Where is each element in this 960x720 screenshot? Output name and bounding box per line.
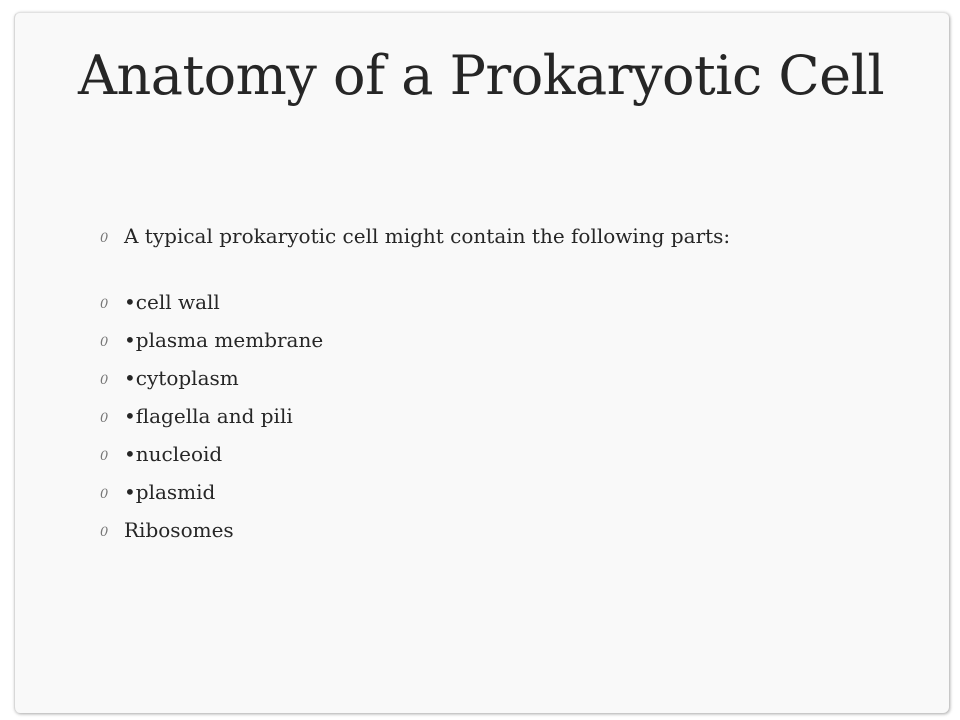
bullet-item: [100, 326, 820, 355]
bullet-text: •plasma membrane: [124, 328, 324, 352]
bullet-item: [100, 222, 820, 251]
bullet-marker: 0: [100, 297, 109, 312]
bullet-list: [100, 222, 820, 554]
bullet-marker: 0: [100, 231, 109, 246]
bullet-marker: 0: [100, 373, 109, 388]
bullet-marker: 0: [100, 411, 109, 426]
bullet-text: •nucleoid: [124, 442, 223, 466]
bullet-item: [100, 288, 820, 317]
bullet-item: [100, 402, 820, 431]
bullet-text: •cytoplasm: [124, 366, 239, 390]
bullet-item: [100, 478, 820, 507]
bullet-text: •plasmid: [124, 480, 216, 504]
bullet-item: [100, 516, 820, 545]
bullet-marker: 0: [100, 449, 109, 464]
bullet-item: [100, 364, 820, 393]
bullet-marker: 0: [100, 335, 109, 350]
bullet-marker: 0: [100, 487, 109, 502]
bullet-item: [100, 440, 820, 469]
slide-title: Anatomy of a Prokaryotic Cell: [78, 44, 885, 107]
bullet-text: Ribosomes: [124, 518, 234, 542]
bullet-text: •cell wall: [124, 290, 220, 314]
bullet-text: •flagella and pili: [124, 404, 293, 428]
bullet-marker: 0: [100, 525, 109, 540]
bullet-text: A typical prokaryotic cell might contain the following parts:: [124, 224, 731, 248]
